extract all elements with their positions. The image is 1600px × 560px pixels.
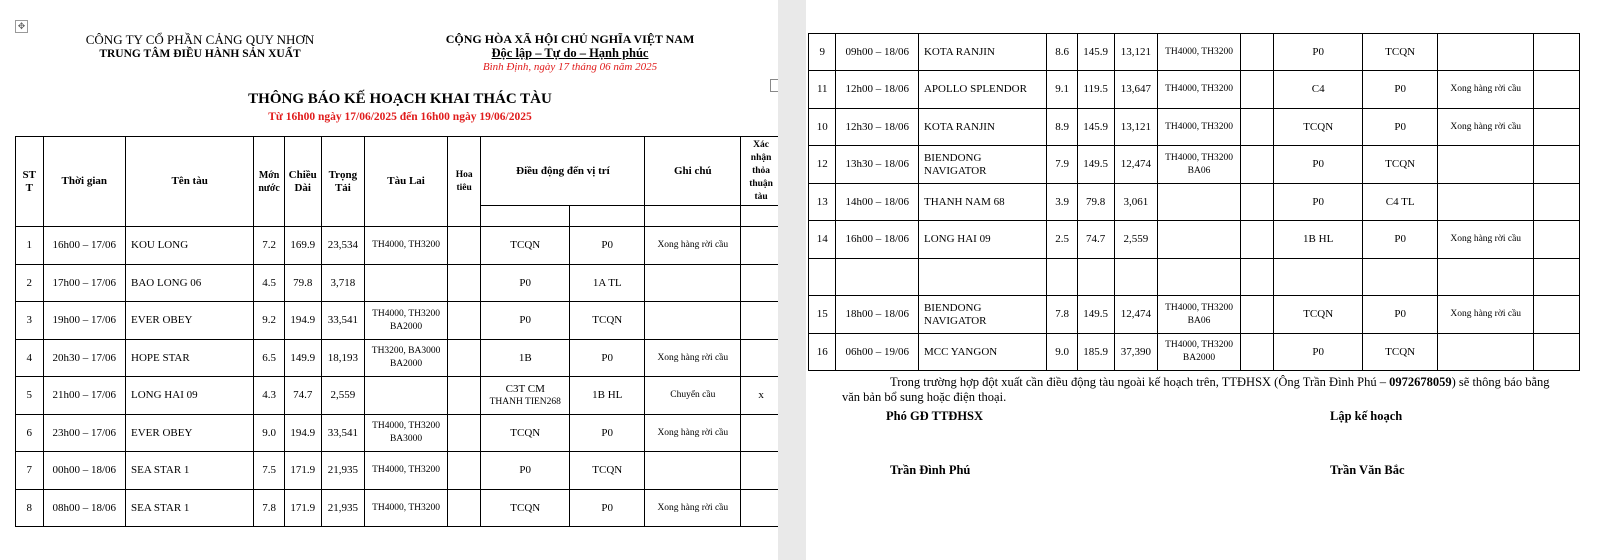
cell-stt: 2 <box>16 265 44 302</box>
col-header-time: Thời gian <box>43 137 126 227</box>
cell-move-to: P0 <box>570 340 645 377</box>
sub-header-confirm <box>741 206 778 227</box>
cell-confirm <box>741 415 778 452</box>
cell-pilot <box>1240 71 1274 109</box>
cell-dwt: 21,935 <box>321 490 365 527</box>
cell-move-to: 1B HL <box>570 377 645 415</box>
cell-move-from: TCQN <box>481 490 570 527</box>
cell-dwt: 23,534 <box>321 227 365 265</box>
cell-remark <box>645 452 741 490</box>
cell-move-from: C4 <box>1274 71 1363 109</box>
cell-draft: 7.2 <box>254 227 285 265</box>
cell-length: 194.9 <box>284 302 321 340</box>
cell-confirm <box>741 302 778 340</box>
cell-move-from: 1B <box>481 340 570 377</box>
cell-time: 00h00 – 18/06 <box>43 452 126 490</box>
cell-ship-name: BIENDONG NAVIGATOR <box>918 146 1046 184</box>
cell-ship-name: KOU LONG <box>126 227 254 265</box>
cell-move-from: P0 <box>481 302 570 340</box>
cell-confirm <box>741 340 778 377</box>
cell-confirm <box>1534 296 1580 334</box>
cell-time: 09h00 – 18/06 <box>836 34 918 71</box>
page-2 <box>806 0 1600 560</box>
cell-move-to: P0 <box>1362 109 1437 146</box>
table-row <box>809 334 1580 371</box>
cell-length: 145.9 <box>1077 109 1114 146</box>
cell-tug: TH4000, TH3200 BA06 <box>1158 146 1240 184</box>
table-row <box>809 71 1580 109</box>
signature-right-role: Lập kế hoạch <box>1330 409 1403 423</box>
company-dept: TRUNG TÂM ĐIỀU HÀNH SẢN XUẤT <box>99 48 301 60</box>
cell-confirm <box>741 265 778 302</box>
cell-move-to: P0 <box>570 490 645 527</box>
cell-remark: Xong hàng rời cầu <box>645 490 741 527</box>
cell-ship-name: SEA STAR 1 <box>126 490 254 527</box>
cell-ship-name: MCC YANGON <box>918 334 1046 371</box>
cell-tug: TH4000, TH3200 <box>1158 109 1240 146</box>
cell-time: 06h00 – 19/06 <box>836 334 918 371</box>
sub-header-remark <box>645 206 741 227</box>
cell-dwt: 21,935 <box>321 452 365 490</box>
cell-pilot <box>447 340 481 377</box>
cell-move-from: 1B HL <box>1274 221 1363 259</box>
table-row <box>16 227 779 265</box>
cell-dwt: 2,559 <box>1114 221 1158 259</box>
cell-move-from: P0 <box>1274 146 1363 184</box>
footer-note-pre: Trong trường hợp đột xuất cần điều động tàu ngoài kế hoạch trên, TTĐHSX (Ông Trần Đình Phú – <box>890 375 1390 389</box>
col-header-ship: Tên tàu <box>126 137 254 227</box>
cell-time: 19h00 – 17/06 <box>43 302 126 340</box>
checkbox-marker[interactable] <box>770 79 778 92</box>
cell-time: 17h00 – 17/06 <box>43 265 126 302</box>
cell-stt: 14 <box>809 221 836 259</box>
cell-length: 74.7 <box>1077 221 1114 259</box>
cell-ship-name <box>918 259 1046 296</box>
cell-move-from: P0 <box>481 265 570 302</box>
signature-left-role: Phó GĐ TTĐHSX <box>886 409 984 423</box>
cell-stt: 8 <box>16 490 44 527</box>
cell-move-from: TCQN <box>1274 296 1363 334</box>
table-row <box>809 109 1580 146</box>
cell-pilot <box>1240 259 1274 296</box>
cell-tug <box>1158 259 1240 296</box>
cell-tug: TH4000, TH3200 <box>365 490 448 527</box>
col-header-tug: Tàu Lai <box>365 137 448 227</box>
cell-move-from: TCQN <box>481 415 570 452</box>
cell-remark: Chuyển cầu <box>645 377 741 415</box>
cell-ship-name: BIENDONG NAVIGATOR <box>918 296 1046 334</box>
cell-confirm <box>1534 109 1580 146</box>
cell-draft: 7.5 <box>254 452 285 490</box>
cell-confirm <box>1534 334 1580 371</box>
cell-tug: TH4000, TH3200 BA2000 <box>365 302 448 340</box>
cell-dwt: 12,474 <box>1114 296 1158 334</box>
cell-draft: 9.1 <box>1047 71 1078 109</box>
table-row <box>16 415 779 452</box>
table-row <box>809 221 1580 259</box>
table-row <box>809 34 1580 71</box>
cell-ship-name: THANH NAM 68 <box>918 184 1046 221</box>
cell-draft: 9.2 <box>254 302 285 340</box>
cell-length: 169.9 <box>284 227 321 265</box>
cell-length: 79.8 <box>1077 184 1114 221</box>
cell-tug: TH4000, TH3200 <box>365 452 448 490</box>
cell-ship-name: BAO LONG 06 <box>126 265 254 302</box>
table-row <box>809 259 1580 296</box>
footer-note-line2: văn bản bổ sung hoặc điện thoại. <box>842 390 1007 404</box>
cell-pilot <box>1240 109 1274 146</box>
signature-left-name: Trần Đình Phú <box>890 463 971 477</box>
table-row <box>809 184 1580 221</box>
place-date: Bình Định, ngày 17 tháng 06 năm 2025 <box>482 61 658 73</box>
cell-pilot <box>1240 334 1274 371</box>
cell-move-from-line2: THANH TIEN268 <box>489 396 561 407</box>
cell-move-from <box>481 377 570 415</box>
schedule-table-left <box>15 136 778 527</box>
table-move-handle-icon[interactable]: ✥ <box>15 20 28 33</box>
cell-draft: 8.6 <box>1047 34 1078 71</box>
republic-title: CỘNG HÒA XÃ HỘI CHỦ NGHĨA VIỆT NAM <box>445 32 695 46</box>
cell-move-from: TCQN <box>481 227 570 265</box>
cell-stt: 13 <box>809 184 836 221</box>
cell-time: 16h00 – 17/06 <box>43 227 126 265</box>
cell-dwt: 33,541 <box>321 302 365 340</box>
company-name: CÔNG TY CỔ PHẦN CẢNG QUY NHƠN <box>85 32 315 47</box>
cell-draft: 4.3 <box>254 377 285 415</box>
cell-tug: TH4000, TH3200 BA06 <box>1158 296 1240 334</box>
cell-time: 14h00 – 18/06 <box>836 184 918 221</box>
cell-pilot <box>447 227 481 265</box>
cell-remark: Xong hàng rời cầu <box>1438 296 1534 334</box>
cell-pilot <box>1240 34 1274 71</box>
cell-move-from: P0 <box>481 452 570 490</box>
table-row <box>809 146 1580 184</box>
cell-move-to: P0 <box>570 415 645 452</box>
cell-pilot <box>1240 146 1274 184</box>
cell-draft <box>1047 259 1078 296</box>
cell-tug: TH4000, TH3200 <box>365 227 448 265</box>
table-row <box>809 296 1580 334</box>
cell-length: 171.9 <box>284 452 321 490</box>
cell-dwt: 13,121 <box>1114 34 1158 71</box>
cell-ship-name: KOTA RANJIN <box>918 109 1046 146</box>
cell-pilot <box>447 415 481 452</box>
cell-length: 79.8 <box>284 265 321 302</box>
cell-ship-name: LONG HAI 09 <box>918 221 1046 259</box>
cell-dwt: 37,390 <box>1114 334 1158 371</box>
cell-stt: 12 <box>809 146 836 184</box>
cell-move-to: 1A TL <box>570 265 645 302</box>
cell-move-to: TCQN <box>1362 334 1437 371</box>
cell-confirm: x <box>741 377 778 415</box>
cell-confirm <box>1534 146 1580 184</box>
cell-move-to: TCQN <box>1362 34 1437 71</box>
cell-move-from-line1: C3T CM <box>505 382 545 395</box>
cell-length: 149.5 <box>1077 146 1114 184</box>
cell-pilot <box>1240 184 1274 221</box>
cell-move-from <box>1274 259 1363 296</box>
cell-draft: 7.9 <box>1047 146 1078 184</box>
footer-note-phone: 0972678059 <box>1389 375 1452 389</box>
cell-confirm <box>741 227 778 265</box>
cell-ship-name: LONG HAI 09 <box>126 377 254 415</box>
col-header-pilot: Hoa tiêu <box>447 137 481 227</box>
cell-length: 74.7 <box>284 377 321 415</box>
cell-remark <box>1438 34 1534 71</box>
cell-draft: 7.8 <box>254 490 285 527</box>
cell-confirm <box>741 490 778 527</box>
cell-stt <box>809 259 836 296</box>
cell-move-to: TCQN <box>570 302 645 340</box>
cell-ship-name: EVER OBEY <box>126 415 254 452</box>
cell-move-to: TCQN <box>1362 146 1437 184</box>
schedule-table-right <box>808 33 1580 371</box>
col-header-length: Chiều Dài <box>284 137 321 227</box>
cell-move-to <box>1362 259 1437 296</box>
cell-stt: 6 <box>16 415 44 452</box>
cell-length: 185.9 <box>1077 334 1114 371</box>
cell-dwt: 3,718 <box>321 265 365 302</box>
sub-header-from <box>481 206 570 227</box>
cell-ship-name: EVER OBEY <box>126 302 254 340</box>
cell-time: 08h00 – 18/06 <box>43 490 126 527</box>
col-header-draft: Mớn nước <box>254 137 285 227</box>
cell-tug: TH4000, TH3200 BA2000 <box>1158 334 1240 371</box>
cell-draft: 9.0 <box>254 415 285 452</box>
cell-length <box>1077 259 1114 296</box>
cell-remark: Xong hàng rời cầu <box>645 415 741 452</box>
cell-draft: 9.0 <box>1047 334 1078 371</box>
cell-time: 13h30 – 18/06 <box>836 146 918 184</box>
cell-tug: TH4000, TH3200 <box>1158 34 1240 71</box>
cell-draft: 4.5 <box>254 265 285 302</box>
page-1 <box>0 0 778 560</box>
cell-dwt: 3,061 <box>1114 184 1158 221</box>
cell-pilot <box>1240 296 1274 334</box>
cell-dwt: 13,647 <box>1114 71 1158 109</box>
cell-pilot <box>447 377 481 415</box>
cell-length: 149.9 <box>284 340 321 377</box>
cell-dwt: 13,121 <box>1114 109 1158 146</box>
table-row <box>16 265 779 302</box>
cell-remark: Xong hàng rời cầu <box>645 227 741 265</box>
cell-tug <box>1158 221 1240 259</box>
table-row <box>16 302 779 340</box>
cell-stt: 7 <box>16 452 44 490</box>
cell-dwt: 2,559 <box>321 377 365 415</box>
cell-stt: 9 <box>809 34 836 71</box>
cell-remark <box>645 302 741 340</box>
cell-confirm <box>1534 71 1580 109</box>
cell-confirm <box>1534 221 1580 259</box>
cell-draft: 6.5 <box>254 340 285 377</box>
cell-ship-name: APOLLO SPLENDOR <box>918 71 1046 109</box>
cell-remark <box>645 265 741 302</box>
cell-confirm <box>1534 259 1580 296</box>
cell-draft: 2.5 <box>1047 221 1078 259</box>
table-row <box>16 377 779 415</box>
cell-remark: Xong hàng rời cầu <box>1438 221 1534 259</box>
cell-time: 23h00 – 17/06 <box>43 415 126 452</box>
cell-dwt: 33,541 <box>321 415 365 452</box>
cell-time: 18h00 – 18/06 <box>836 296 918 334</box>
cell-ship-name: HOPE STAR <box>126 340 254 377</box>
cell-tug: TH3200, BA3000 BA2000 <box>365 340 448 377</box>
cell-stt: 10 <box>809 109 836 146</box>
cell-remark: Xong hàng rời cầu <box>1438 109 1534 146</box>
cell-move-from: P0 <box>1274 334 1363 371</box>
cell-stt: 15 <box>809 296 836 334</box>
cell-tug <box>365 265 448 302</box>
cell-draft: 3.9 <box>1047 184 1078 221</box>
table-row <box>16 340 779 377</box>
table-row <box>16 452 779 490</box>
cell-tug <box>1158 184 1240 221</box>
cell-dwt <box>1114 259 1158 296</box>
cell-time: 12h00 – 18/06 <box>836 71 918 109</box>
cell-tug <box>365 377 448 415</box>
col-header-move: Điều động đến vị trí <box>481 137 645 206</box>
cell-stt: 4 <box>16 340 44 377</box>
cell-move-to: P0 <box>1362 221 1437 259</box>
cell-pilot <box>447 452 481 490</box>
cell-stt: 16 <box>809 334 836 371</box>
cell-time <box>836 259 918 296</box>
cell-remark: Xong hàng rời cầu <box>1438 71 1534 109</box>
company-header <box>65 33 335 61</box>
cell-stt: 1 <box>16 227 44 265</box>
cell-time: 12h30 – 18/06 <box>836 109 918 146</box>
cell-remark <box>1438 334 1534 371</box>
cell-move-to: P0 <box>570 227 645 265</box>
cell-remark <box>1438 184 1534 221</box>
sub-header-to <box>570 206 645 227</box>
republic-motto: Độc lập – Tự do – Hạnh phúc <box>491 46 649 60</box>
cell-stt: 5 <box>16 377 44 415</box>
cell-pilot <box>447 490 481 527</box>
cell-move-from: TCQN <box>1274 109 1363 146</box>
cell-stt: 3 <box>16 302 44 340</box>
cell-pilot <box>1240 221 1274 259</box>
cell-ship-name: KOTA RANJIN <box>918 34 1046 71</box>
cell-length: 119.5 <box>1077 71 1114 109</box>
cell-time: 20h30 – 17/06 <box>43 340 126 377</box>
cell-stt: 11 <box>809 71 836 109</box>
cell-remark: Xong hàng rời cầu <box>645 340 741 377</box>
cell-move-to: TCQN <box>570 452 645 490</box>
cell-tug: TH4000, TH3200 <box>1158 71 1240 109</box>
cell-move-to: P0 <box>1362 71 1437 109</box>
cell-length: 194.9 <box>284 415 321 452</box>
col-header-dwt: Trọng Tải <box>321 137 365 227</box>
cell-confirm <box>1534 184 1580 221</box>
republic-header <box>425 32 715 74</box>
cell-pilot <box>447 265 481 302</box>
cell-time: 16h00 – 18/06 <box>836 221 918 259</box>
cell-draft: 8.9 <box>1047 109 1078 146</box>
cell-move-to: C4 TL <box>1362 184 1437 221</box>
cell-confirm <box>741 452 778 490</box>
cell-remark <box>1438 146 1534 184</box>
cell-dwt: 12,474 <box>1114 146 1158 184</box>
table-row <box>16 490 779 527</box>
cell-move-from: P0 <box>1274 184 1363 221</box>
cell-length: 171.9 <box>284 490 321 527</box>
doc-title: THÔNG BÁO KẾ HOẠCH KHAI THÁC TÀU <box>248 91 552 107</box>
doc-subtitle: Từ 16h00 ngày 17/06/2025 đến 16h00 ngày 19/06/2025 <box>268 111 532 123</box>
cell-length: 145.9 <box>1077 34 1114 71</box>
footer-note-post: ) sẽ thông báo bằng <box>1451 375 1550 389</box>
signature-right-name: Trần Văn Bắc <box>1330 463 1405 477</box>
cell-dwt: 18,193 <box>321 340 365 377</box>
col-header-stt: ST T <box>16 137 44 227</box>
cell-time: 21h00 – 17/06 <box>43 377 126 415</box>
cell-ship-name: SEA STAR 1 <box>126 452 254 490</box>
col-header-confirm: Xác nhận thỏa thuận tàu <box>741 137 778 206</box>
col-header-remark: Ghi chú <box>645 137 741 206</box>
cell-confirm <box>1534 34 1580 71</box>
cell-tug: TH4000, TH3200 BA3000 <box>365 415 448 452</box>
cell-draft: 7.8 <box>1047 296 1078 334</box>
cell-move-to: P0 <box>1362 296 1437 334</box>
cell-remark <box>1438 259 1534 296</box>
footer-note <box>842 375 1582 405</box>
cell-pilot <box>447 302 481 340</box>
cell-move-from: P0 <box>1274 34 1363 71</box>
cell-length: 149.5 <box>1077 296 1114 334</box>
